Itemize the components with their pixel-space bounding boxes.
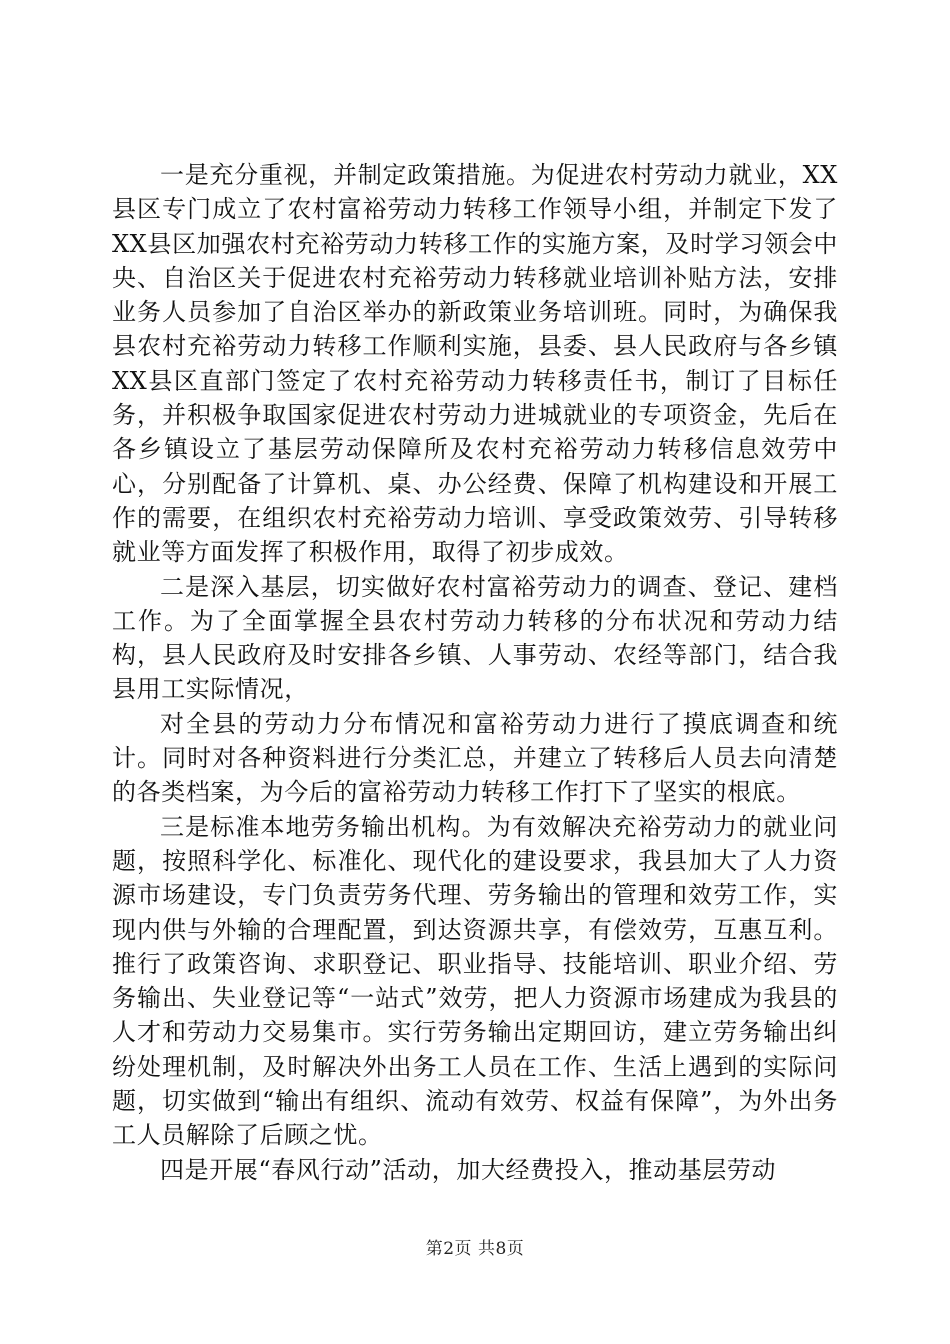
paragraph-5: 四是开展“春风行动”活动，加大经费投入，推动基层劳动 xyxy=(160,1155,777,1184)
paragraph-1: 一是充分重视，并制定政策措施。为促进农村劳动力就业，XX县区专门成立了农村富裕劳动力转移工作领导小组，并制定下发了XX县区加强农村充裕劳动力转移工作的实施方案，及时学习领会中央、自治区关于促进农村充裕劳动力转移就业培训补贴方法，安排业务人员参加了自治区举办的新政策业务培训班。同时，为确保我县农村充裕劳动力转移工作顺利实施，县委、县人民政府与各乡镇XX县区直部门签定了农村充裕劳动力转移责任书，制订了目标任务，并积极争取国家促进农村劳动力进城就业的专项资金，先后在各乡镇设立了基层劳动保障所及农村充裕劳动力转移信息效劳中心，分别配备了计算机、桌、办公经费、保障了机构建设和开展工作的需要，在组织农村充裕劳动力培训、享受政策效劳、引导转移就业等方面发挥了积极作用，取得了初步成效。 xyxy=(112,161,838,567)
document-body xyxy=(112,158,838,1187)
paragraph-2: 二是深入基层，切实做好农村富裕劳动力的调查、登记、建档工作。为了全面掌握全县农村劳动力转移的分布状况和劳动力结构，县人民政府及时安排各乡镇、人事劳动、农经等部门，结合我县用工实际情况， xyxy=(112,572,838,704)
paragraph-4: 三是标准本地劳务输出机构。为有效解决充裕劳动力的就业问题，按照科学化、标准化、现代化的建设要求，我县加大了人力资源市场建设，专门负责劳务代理、劳务输出的管理和效劳工作，实现内供与外输的合理配置，到达资源共享，有偿效劳，互惠互利。推行了政策咨询、求职登记、职业指导、技能培训、职业介绍、劳务输出、失业登记等“一站式”效劳，把人力资源市场建成为我县的人才和劳动力交易集市。实行劳务输出定期回访，建立劳务输出纠纷处理机制，及时解决外出务工人员在工作、生活上遇到的实际问题，切实做到“输出有组织、流动有效劳、权益有保障”，为外出务工人员解除了后顾之忧。 xyxy=(112,812,838,1150)
page-number-footer: 第2页 共8页 xyxy=(425,1239,525,1259)
paragraph-3: 对全县的劳动力分布情况和富裕劳动力进行了摸底调查和统计。同时对各种资料进行分类汇总，并建立了转移后人员去向清楚的各类档案，为今后的富裕劳动力转移工作打下了坚实的根底。 xyxy=(112,709,838,807)
